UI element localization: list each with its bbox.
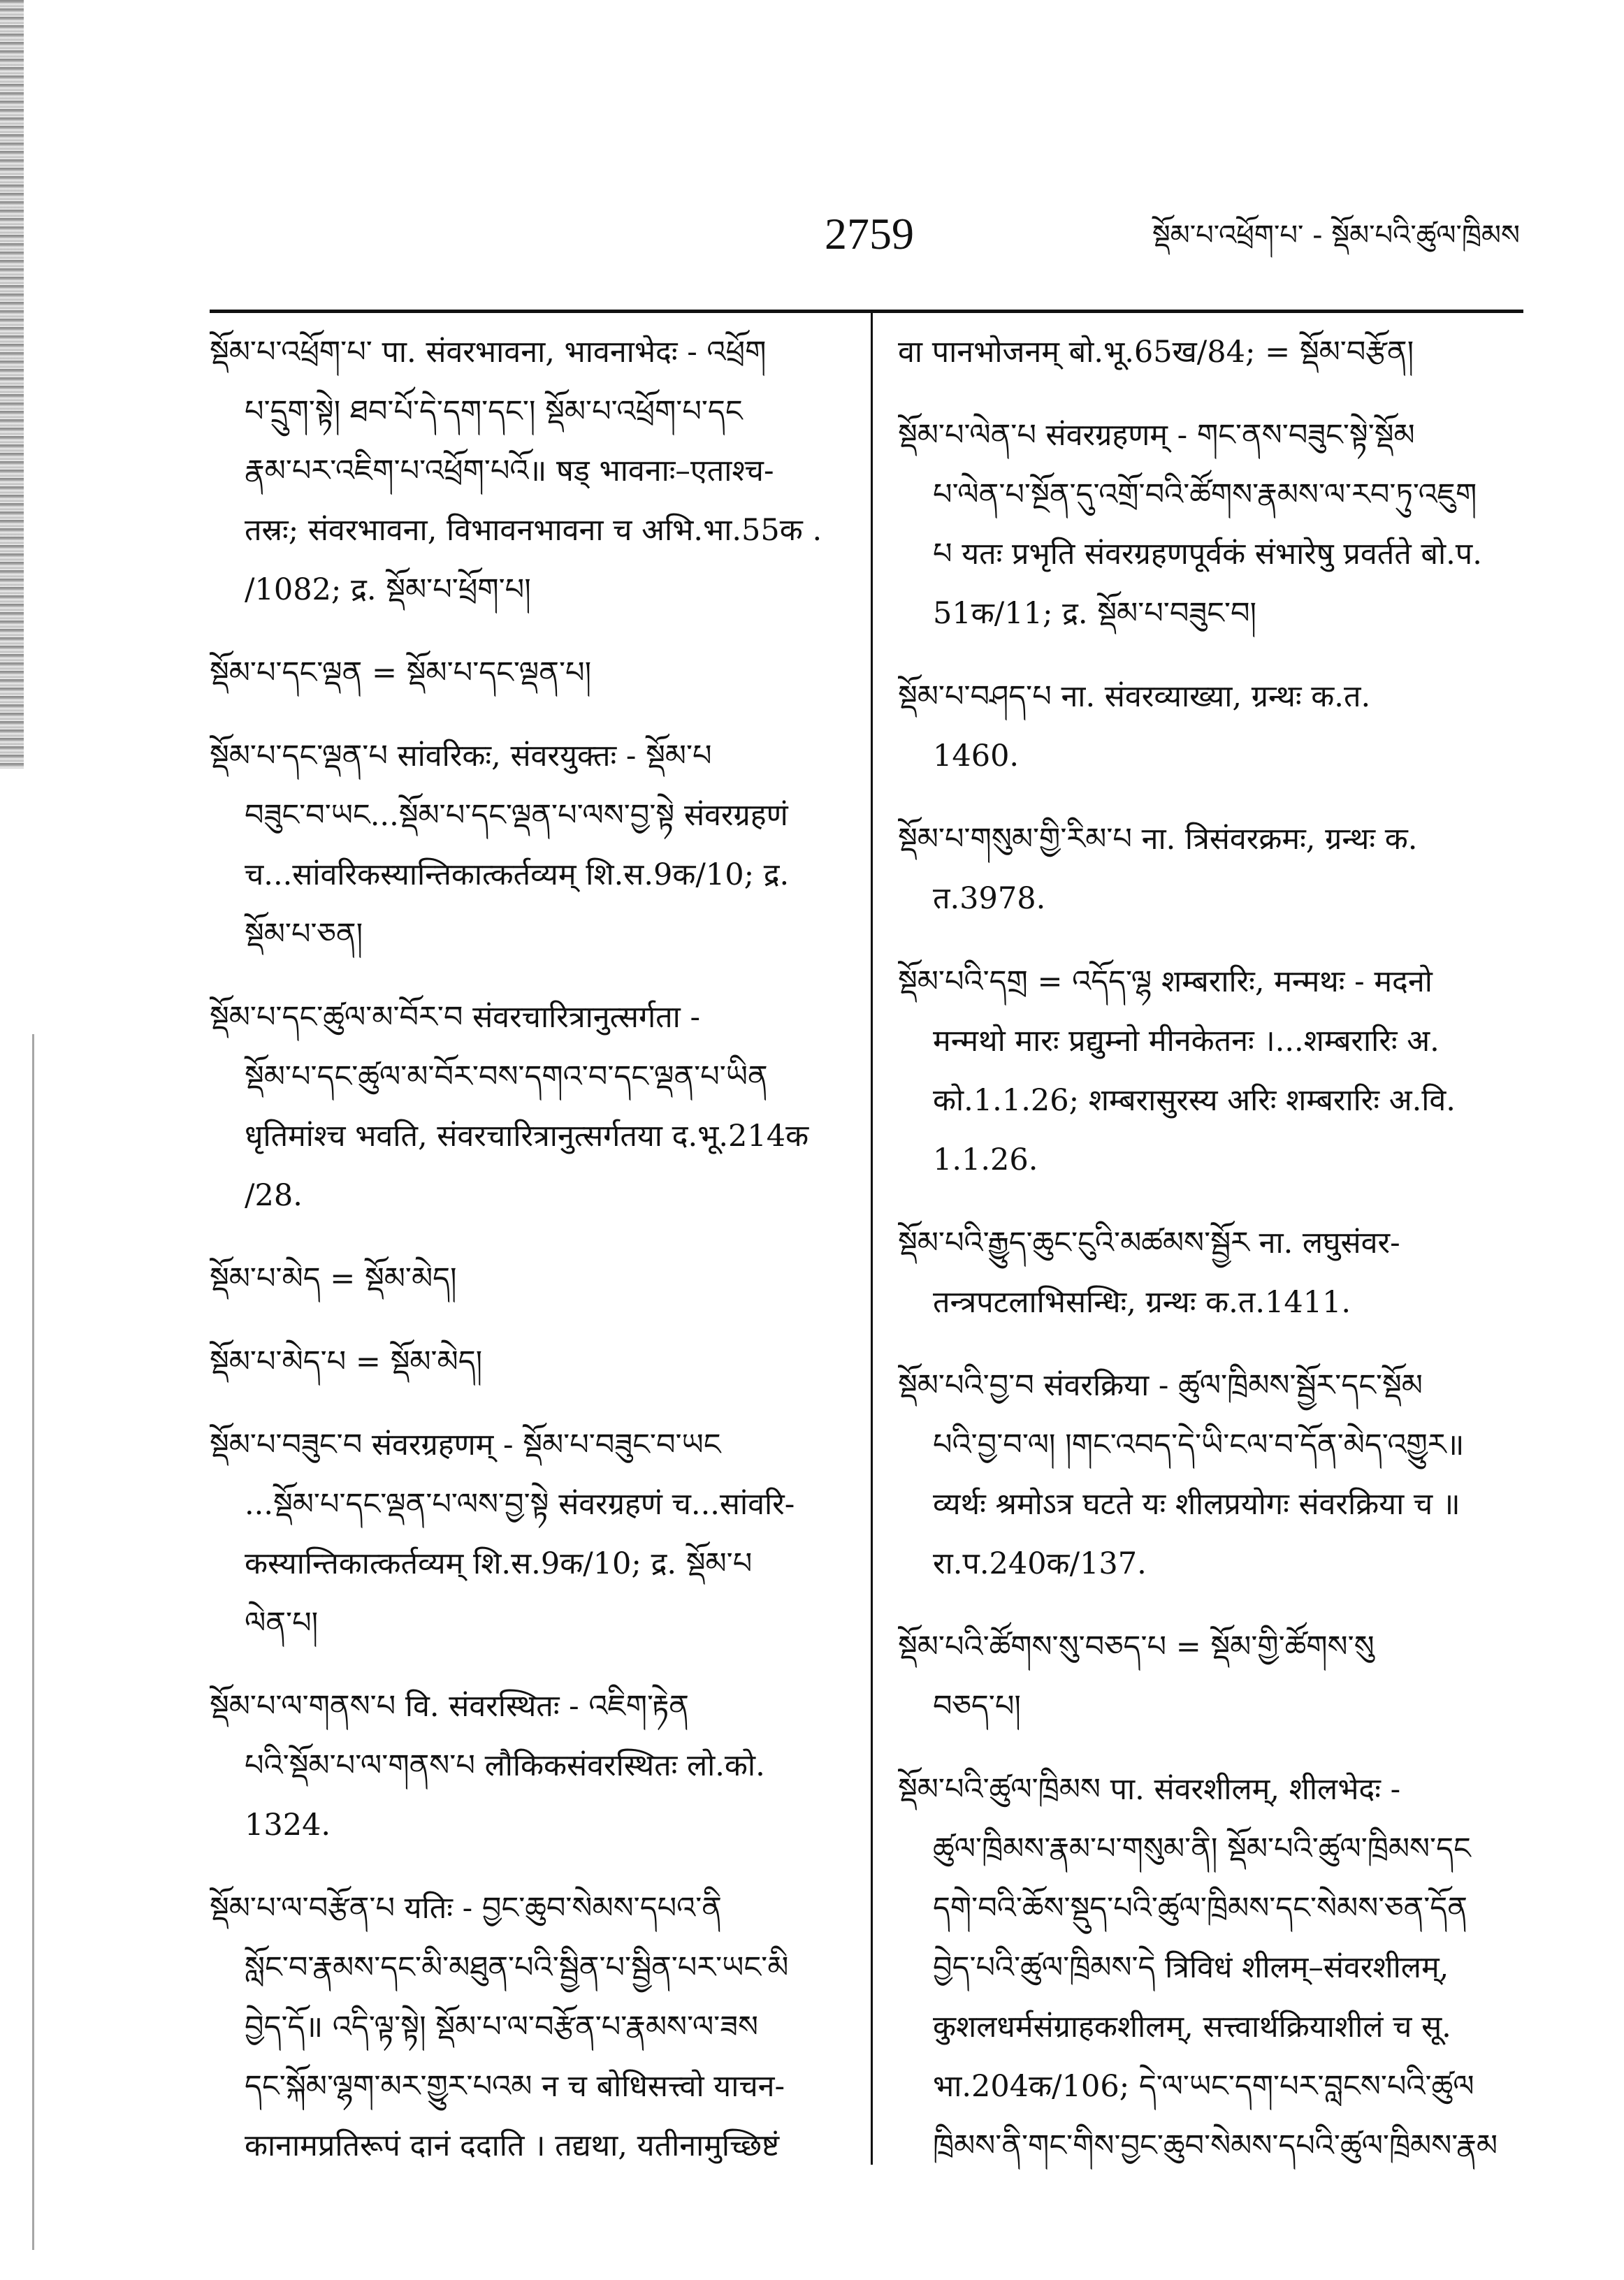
dictionary-entry xyxy=(898,1760,1520,2176)
entry-line: ...སྡོམ་པ་དང་ལྡན་པ་ལས་བྱ་སྟེ संवरग्रहणं च...सांवरि- xyxy=(245,1487,795,1522)
entry-line: བྱེད་དོ॥ འདི་ལྟ་སྟེ། སྡོམ་པ་ལ་བརྩོན་པ་རྣམས་ལ་ཟས xyxy=(245,2010,758,2045)
entry-headword-line: वा पानभोजनम् बो.भू.65ख/84; = སྡོམ་བརྩོན། xyxy=(898,335,1414,370)
dictionary-entry xyxy=(898,1214,1520,1333)
entry-line: कस्यान्तिकात्कर्तव्यम् शि.स.9क/10; द्र. སྡོམ་པ xyxy=(245,1546,753,1581)
column-divider xyxy=(871,313,873,2165)
dictionary-entry xyxy=(210,1416,846,1653)
entry-headword-line: སྡོམ་པ་དང་ཚུལ་མ་བོར་བ संवरचारित्रानुत्सर्गता - xyxy=(210,1000,701,1035)
entry-line: སློང་བ་རྣམས་དང་མི་མཐུན་པའི་སྦྱིན་པ་སྦྱིན་པར་ཡང་མི xyxy=(245,1950,789,1985)
entry-line: त.3978. xyxy=(933,881,1046,916)
dictionary-entry xyxy=(210,727,846,964)
entry-line: པའི་བྱ་བ་ལ། །གང་འབད་དེ་ཡི་ངལ་བ་དོན་མེད་འགྱུར॥ xyxy=(933,1428,1465,1462)
running-head: སྡོམ་པ་འཕྲོག་པ་ - སྡོམ་པའི་ཚུལ་ཁྲིམས xyxy=(1152,219,1520,252)
entry-line: ཁྲིམས་ནི་གང་གིས་བྱང་ཆུབ་སེམས་དཔའི་ཚུལ་ཁྲིམས་རྣམ xyxy=(933,2128,1498,2163)
entry-line: मन्मथो मारः प्रद्युम्नो मीनकेतनः ।...शम्बरारिः अ. xyxy=(933,1024,1440,1059)
entry-line: तन्त्रपटलाभिसन्धिः, ग्रन्थः क.त.1411. xyxy=(933,1285,1351,1320)
dictionary-entry xyxy=(898,1356,1520,1594)
entry-headword-line: སྡོམ་པ་ལ་བརྩོན་པ यतिः - བྱང་ཆུབ་སེམས་དཔའ་ནི xyxy=(210,1891,722,1926)
entry-line: དང་སྐོམ་ལྷག་མར་གྱུར་པའམ न च बोधिसत्त्वो याचन- xyxy=(245,2069,785,2104)
dictionary-entry xyxy=(898,1618,1520,1736)
header-rule xyxy=(210,310,1523,313)
entry-line: /1082; द्र. སྡོམ་པ་ཕྲོག་པ། xyxy=(245,572,531,607)
entry-line: को.1.1.26; शम्बरासुरस्य अरिः शम्बरारिः अ.वि. xyxy=(933,1083,1456,1118)
entry-headword-line: སྡོམ་པ་འཕྲོག་པ་ पा. संवरभावना, भावनाभेदः - འཕྲོག xyxy=(210,335,767,370)
entry-line: སྡོམ་པ་དང་ཚུལ་མ་བོར་བས་དགའ་བ་དང་ལྡན་པ་ཡིན xyxy=(245,1059,768,1094)
entry-line: ཚུལ་ཁྲིམས་རྣམ་པ་གསུམ་ནི། སྡོམ་པའི་ཚུལ་ཁྲིམས་དང xyxy=(933,1831,1471,1866)
entry-line: 1.1.26. xyxy=(933,1142,1038,1177)
entry-line: तस्रः; संवरभावना, विभावनभावना च अभि.भा.55क . xyxy=(245,513,822,548)
left-column xyxy=(210,323,846,2200)
right-column xyxy=(898,323,1520,2200)
entry-line: च...सांवरिकस्यान्तिकात्कर्तव्यम् शि.स.9क/10; द्र. xyxy=(245,857,790,892)
entry-headword-line: སྡོམ་པ་ལེན་པ संवरग्रहणम् - གང་ནས་བཟུང་སྟེ་སྡོམ xyxy=(898,418,1415,453)
entry-line: པ་དྲུག་སྟེ། ཐབ་པོ་དེ་དག་དང་། སྡོམ་པ་འཕྲོག་པ་དང xyxy=(245,394,743,429)
scan-edge-shadow xyxy=(0,0,24,769)
entry-line: རྣམ་པར་འཇིག་པ་འཕྲོག་པའོ॥ षड् भावनाः–एताश्च- xyxy=(245,453,774,488)
entry-line: པ यतः प्रभृति संवरग्रहणपूर्वकं संभारेषु प्रवर्तते बो.प. xyxy=(933,537,1482,572)
entry-line: 51क/11; द्र. སྡོམ་པ་བཟུང་བ། xyxy=(933,596,1257,631)
entry-line: कुशलधर्मसंग्राहकशीलम्, सत्त्वार्थक्रियाशीलं च सू. xyxy=(933,2010,1451,2045)
entry-line: ལེན་པ། xyxy=(245,1606,319,1641)
page-header xyxy=(210,203,1523,273)
entry-line: དགེ་བའི་ཆོས་སྡུད་པའི་ཚུལ་ཁྲིམས་དང་སེམས་ཅན་དོན xyxy=(933,1891,1467,1926)
dictionary-entry xyxy=(898,810,1520,929)
dictionary-entry xyxy=(898,323,1520,382)
entry-headword-line: སྡོམ་པ་ལ་གནས་པ वि. संवरस्थितः - འཇིག་རྟེན xyxy=(210,1689,689,1724)
entry-headword-line: སྡོམ་པའི་རྒྱུད་ཆུང་ངུའི་མཚམས་སྦྱོར ना. लघुसंवर- xyxy=(898,1226,1400,1261)
entry-line: व्यर्थः श्रमोऽत्र घटते यः शीलप्रयोगः संवरक्रिया च ॥ xyxy=(933,1487,1460,1522)
entry-line: भा.204क/106; དེ་ལ་ཡང་དག་པར་བླངས་པའི་ཚུལ xyxy=(933,2069,1474,2104)
entry-line: कानामप्रतिरूपं दानं ददाति । तद्यथा, यतीनामुच्छिष्टं xyxy=(245,2128,780,2163)
entry-headword-line: སྡོམ་པ་བཤད་པ ना. संवरव्याख्या, ग्रन्थः क.त. xyxy=(898,679,1371,714)
entry-line: སྡོམ་པ་ཅན། xyxy=(245,917,363,952)
entry-line: धृतिमांश्च भवति, संवरचारित्रानुत्सर्गतया द.भू.214क xyxy=(245,1119,809,1154)
entry-line: བཟུང་བ་ཡང...སྡོམ་པ་དང་ལྡན་པ་ལས་བྱ་སྟེ संवरग्रहणं xyxy=(245,798,788,833)
dictionary-entry xyxy=(210,1249,846,1309)
entry-headword-line: སྡོམ་པའི་ཚོགས་སུ་བཅད་པ = སྡོམ་གྱི་ཚོགས་སུ xyxy=(898,1629,1375,1664)
dictionary-entry xyxy=(210,1333,846,1392)
dictionary-entry xyxy=(210,644,846,703)
page-number: 2759 xyxy=(825,209,914,259)
dictionary-entry xyxy=(898,952,1520,1190)
entry-line: 1324. xyxy=(245,1808,331,1843)
entry-line: བྱེད་པའི་ཚུལ་ཁྲིམས་དེ त्रिविधं शीलम्–संवरशीलम्, xyxy=(933,1950,1449,1985)
entry-headword-line: སྡོམ་པ་མེད = སྡོམ་མེད། xyxy=(210,1261,457,1296)
entry-line: བཅད་པ། xyxy=(933,1689,1021,1724)
dictionary-entry xyxy=(210,988,846,1226)
dictionary-entry xyxy=(898,667,1520,786)
entry-headword-line: སྡོམ་པའི་དགྲ = འདོད་ལྷ शम्बरारिः, मन्मथः - मदनो xyxy=(898,964,1433,999)
entry-headword-line: སྡོམ་པ་མེད་པ = སྡོམ་མེད། xyxy=(210,1344,483,1379)
entry-headword-line: སྡོམ་པ་གསུམ་གྱི་རིམ་པ ना. त्रिसंवरक्रमः, ग्रन्थः क. xyxy=(898,822,1418,857)
entry-line: /28. xyxy=(245,1178,303,1213)
binding-margin-line xyxy=(32,1034,34,2250)
entry-headword-line: སྡོམ་པ་བཟུང་བ संवरग्रहणम् - སྡོམ་པ་བཟུང་བ་ཡང xyxy=(210,1428,721,1462)
entry-line: 1460. xyxy=(933,739,1020,774)
entry-headword-line: སྡོམ་པའི་ཚུལ་ཁྲིམས पा. संवरशीलम्, शीलभेदः - xyxy=(898,1772,1401,1807)
entry-headword-line: སྡོམ་པ་དང་ལྡན་པ सांवरिकः, संवरयुक्तः - སྡོམ་པ xyxy=(210,739,712,774)
dictionary-entry xyxy=(898,406,1520,644)
dictionary-entry xyxy=(210,1677,846,1855)
dictionary-entry xyxy=(210,323,846,620)
entry-headword-line: སྡོམ་པ་དང་ལྡན = སྡོམ་པ་དང་ལྡན་པ། xyxy=(210,655,592,690)
entry-line: रा.प.240क/137. xyxy=(933,1546,1147,1581)
entry-line: པའི་སྡོམ་པ་ལ་གནས་པ लौकिकसंवरस्थितः लो.को. xyxy=(245,1748,765,1783)
entry-line: པ་ལེན་པ་སྔོན་དུ་འགྲོ་བའི་ཚོགས་རྣམས་ལ་རབ་ཏུ་འཇུག xyxy=(933,477,1477,512)
entry-headword-line: སྡོམ་པའི་བྱ་བ संवरक्रिया - ཚུལ་ཁྲིམས་སྦྱོར་དང་སྡོམ xyxy=(898,1368,1423,1403)
dictionary-entry xyxy=(210,1879,846,2176)
